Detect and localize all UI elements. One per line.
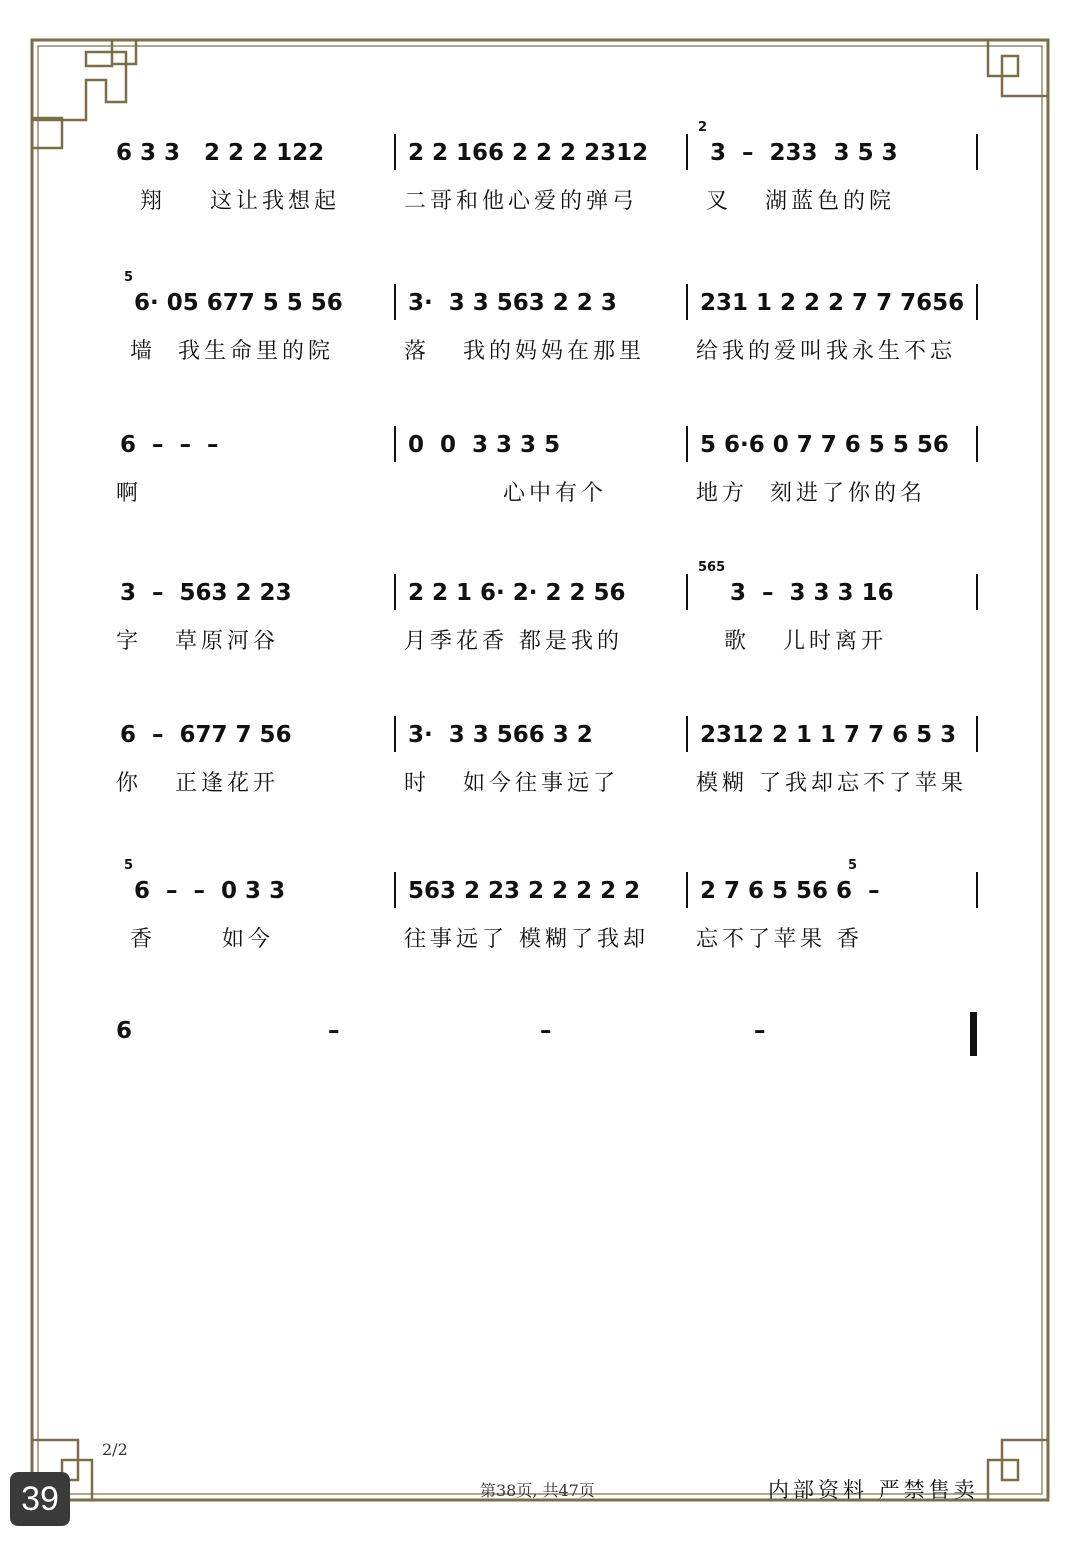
lyric: 时 如今往事远了 <box>404 771 619 796</box>
barline <box>394 872 396 908</box>
measure: 3 – 233 3 5 3 <box>710 140 898 166</box>
grace-note: 565 <box>698 560 726 575</box>
notes-line <box>114 1018 980 1058</box>
notice-text: 内部资料 严禁售卖 <box>768 1478 979 1502</box>
barline <box>686 426 688 462</box>
measure: 3· 3 3 563 2 2 3 <box>408 290 617 316</box>
barline <box>686 872 688 908</box>
measure: 5 6·6 0 7 7 6 5 5 56 <box>700 432 949 458</box>
score-row-3 <box>114 432 980 522</box>
measure: 2312 2 1 1 7 7 6 5 3 <box>700 722 957 748</box>
barline <box>976 284 978 320</box>
measure: 2 2 166 2 2 2 2312 <box>408 140 649 166</box>
score-row-6 <box>114 858 980 968</box>
measure: 231 1 2 2 2 7 7 7656 <box>700 290 965 316</box>
measure: 6 – – 0 3 3 <box>134 878 286 904</box>
barline <box>394 426 396 462</box>
notes-line <box>114 560 980 620</box>
measure: 0 0 3 3 3 5 <box>408 432 561 458</box>
measure: 2 7 6 5 56 6 – <box>700 878 880 904</box>
score-row-1 <box>114 120 980 230</box>
score-row-2 <box>114 270 980 380</box>
measure: – <box>754 1018 766 1044</box>
lyric: 给我的爱叫我永生不忘 <box>696 339 957 364</box>
barline <box>686 574 688 610</box>
measure: 3· 3 3 566 3 2 <box>408 722 593 748</box>
lyric: 叉 湖蓝色的院 <box>706 189 895 214</box>
lyric: 月季花香 都是我的 <box>404 629 623 654</box>
lyric: 忘不了苹果 香 <box>696 927 863 952</box>
measure: 6· 05 677 5 5 56 <box>134 290 343 316</box>
grace-note: 5 <box>124 858 134 873</box>
barline <box>394 134 396 170</box>
measure: 3 – 563 2 23 <box>120 580 292 606</box>
notes-line <box>114 432 980 472</box>
lyric: 往事远了 模糊了我却 <box>404 927 649 952</box>
barline <box>686 284 688 320</box>
lyric: 模糊 了我却忘不了苹果 <box>696 771 967 796</box>
notes-line <box>114 722 980 762</box>
page-fraction: 2/2 <box>102 1440 128 1459</box>
barline <box>686 134 688 170</box>
page-info: 第38页, 共47页 <box>480 1481 595 1500</box>
barline <box>686 716 688 752</box>
barline <box>976 426 978 462</box>
lyric: 翔 这让我想起 <box>140 189 340 214</box>
barline <box>976 872 978 908</box>
barline <box>394 284 396 320</box>
lyric: 心中有个 <box>404 481 607 506</box>
grace-note: 2 <box>698 120 708 135</box>
measure: 6 – 677 7 56 <box>120 722 292 748</box>
page-badge: 39 <box>10 1472 70 1526</box>
lyric: 歌 儿时离开 <box>724 629 887 654</box>
lyric: 墙 我生命里的院 <box>130 339 334 364</box>
notes-line <box>114 270 980 330</box>
measure: 2 2 1 6· 2· 2 2 56 <box>408 580 626 606</box>
lyric: 香 如今 <box>130 927 274 952</box>
measure: 6 – – – <box>120 432 219 458</box>
score-row-7 <box>114 1018 980 1108</box>
notes-line <box>114 858 980 918</box>
barline <box>976 574 978 610</box>
score-row-5 <box>114 722 980 812</box>
measure: 563 2 23 2 2 2 2 2 <box>408 878 641 904</box>
final-barline <box>970 1012 977 1056</box>
lyric: 啊 <box>116 481 143 506</box>
measure: 6 3 3 2 2 2 122 <box>116 140 325 166</box>
notes-line <box>114 120 980 180</box>
barline <box>394 574 396 610</box>
measure: 3 – 3 3 3 16 <box>730 580 894 606</box>
lyric: 字 草原河谷 <box>116 629 279 654</box>
measure: – <box>328 1018 340 1044</box>
barline <box>976 134 978 170</box>
lyric: 地方 刻进了你的名 <box>696 481 926 506</box>
barline <box>976 716 978 752</box>
grace-note: 5 <box>848 858 858 873</box>
score-row-4 <box>114 560 980 670</box>
barline <box>394 716 396 752</box>
measure: 6 <box>116 1018 133 1044</box>
lyric: 你 正逢花开 <box>116 771 279 796</box>
lyric: 落 我的妈妈在那里 <box>404 339 645 364</box>
lyric: 二哥和他心爱的弹弓 <box>404 189 639 214</box>
measure: – <box>540 1018 552 1044</box>
grace-note: 5 <box>124 270 134 285</box>
